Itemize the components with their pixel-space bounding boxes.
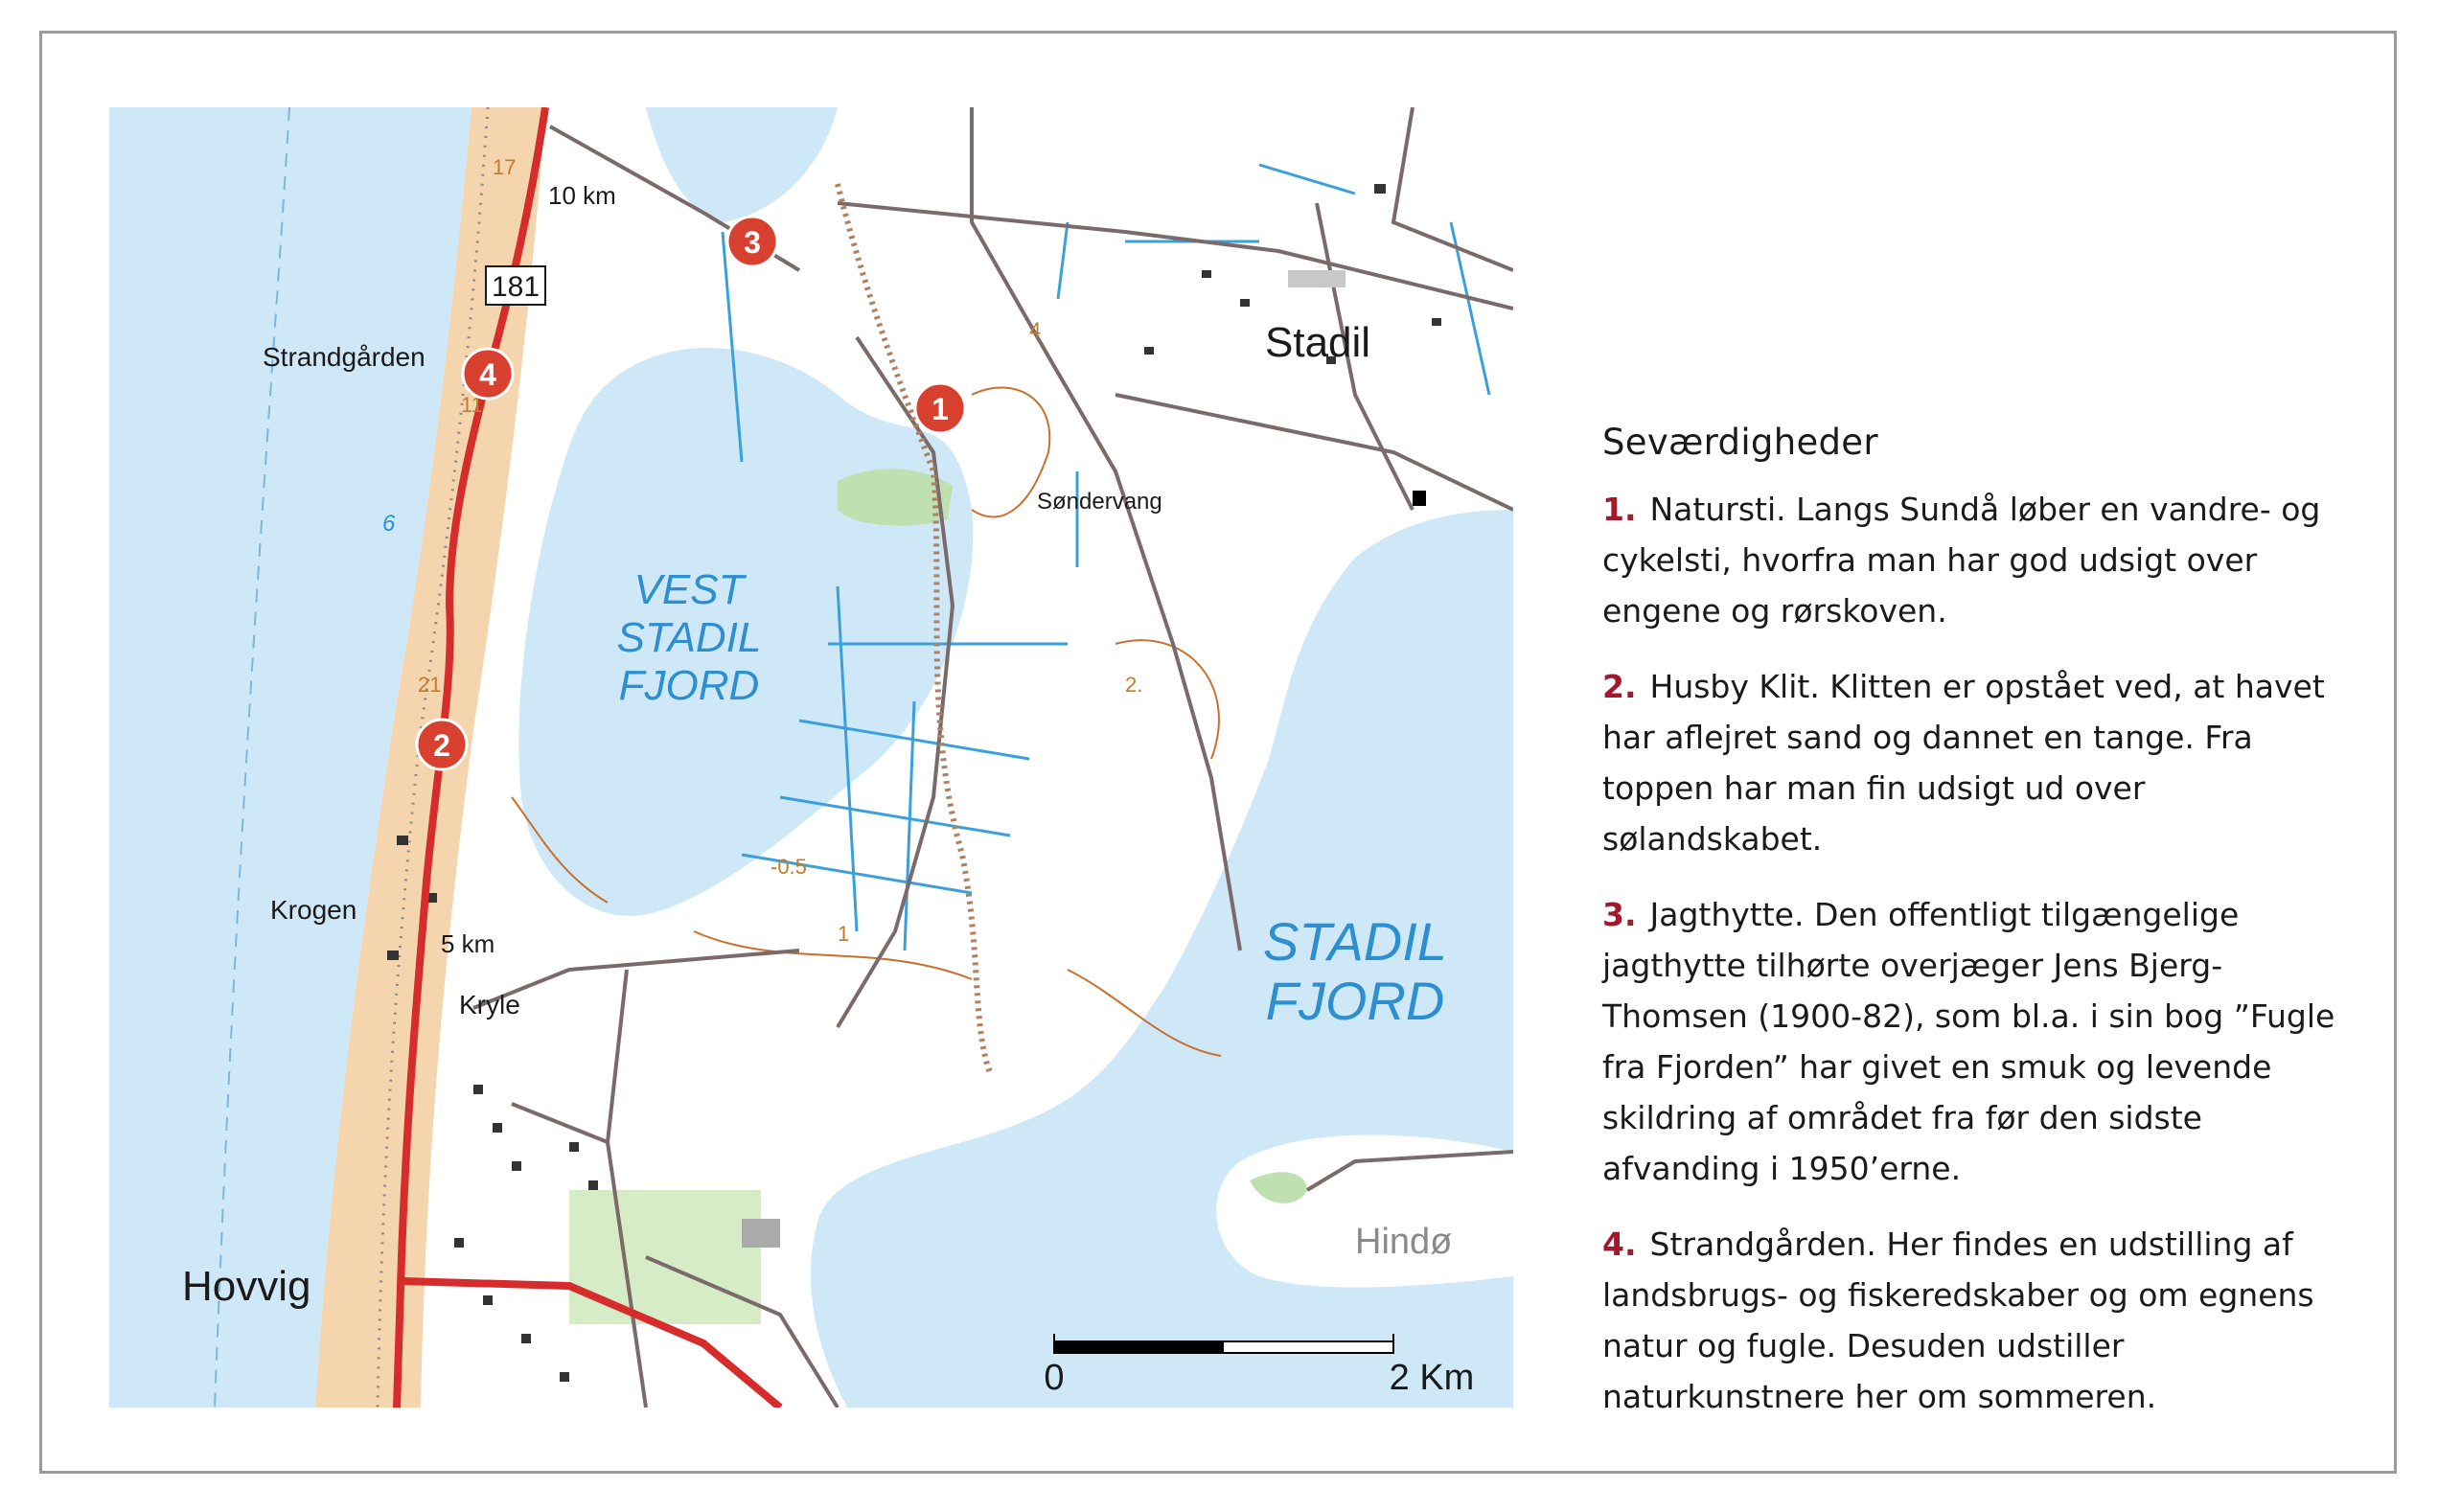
svg-text:3: 3	[744, 225, 761, 260]
svg-text:1: 1	[932, 392, 949, 426]
town-green	[569, 1190, 761, 1324]
sight-text: . Langs Sundå løber en vandre- og cykelsti, hvorfra man har god udsigt over engene og rørskoven.	[1602, 491, 2321, 630]
height-neg05: -0.5	[770, 855, 807, 879]
sight-number: 4.	[1602, 1226, 1637, 1263]
distance-10km: 10 km	[548, 181, 616, 210]
sight-text: . Den offentligt tilgængelige jagthytte tilhørte overjæger Jens Bjerg-Thomsen (1900-82), som bl.a. i sin bog ”Fugle fra Fjorden” har givet en smuk og levende skildring af området fra før den sidste afvanding i 1950’erne.	[1602, 896, 2335, 1187]
sight-title: Husby Klit	[1649, 668, 1810, 705]
height-11: 11	[461, 393, 483, 417]
lake-stadil-label-1: STADIL	[1263, 911, 1447, 972]
label-kryle: Kryle	[459, 990, 520, 1019]
sight-item-3	[1602, 889, 2359, 1194]
sight-number: 2.	[1602, 668, 1637, 705]
label-strandgaarden: Strandgården	[263, 342, 426, 372]
sea-depth-6: 6	[382, 511, 396, 537]
sight-text: . Her findes en udstilling af landsbrugs- og fiskeredskaber og om egnens natur og fugle. Desuden udstiller naturkunstnere her om sommeren.	[1602, 1226, 2314, 1415]
scale-start-label: 0	[1044, 1358, 1065, 1398]
sight-title: Natursti	[1649, 491, 1777, 528]
distance-5km: 5 km	[441, 929, 495, 958]
lake-vest-label-3: FJORD	[618, 662, 760, 709]
marker-1[interactable]	[915, 383, 965, 433]
marker-2[interactable]	[417, 720, 467, 769]
label-stadil: Stadil	[1265, 319, 1371, 366]
hindo-island	[1216, 1135, 1513, 1288]
label-hovvig: Hovvig	[182, 1263, 311, 1310]
svg-text:4: 4	[479, 357, 496, 392]
sight-item-4	[1602, 1219, 2359, 1422]
lake-vest-label-1: VEST	[633, 566, 745, 613]
road-number: 181	[491, 271, 540, 303]
height-2: 2.	[1125, 673, 1143, 697]
svg-text:2: 2	[433, 728, 450, 763]
lake-vest-label-2: STADIL	[616, 614, 762, 661]
sights-panel	[1602, 422, 2359, 1447]
sight-number: 1.	[1602, 491, 1637, 528]
label-krogen: Krogen	[270, 895, 357, 925]
sight-text: . Klitten er opstået ved, at havet har aflejret sand og dannet en tange. Fra toppen har man fin udsigt ud over sølandskabet.	[1602, 668, 2325, 858]
marker-4[interactable]	[463, 349, 513, 399]
map[interactable]	[109, 107, 1513, 1408]
sight-item-1	[1602, 484, 2359, 636]
height-21: 21	[418, 673, 442, 697]
marker-3[interactable]	[727, 217, 777, 266]
lake-stadil-label-2: FJORD	[1265, 971, 1445, 1031]
sight-title: Jagthytte	[1649, 896, 1794, 933]
scale-end-label: 2 Km	[1389, 1358, 1475, 1398]
height-17: 17	[493, 155, 517, 179]
height-1: 1	[838, 922, 850, 946]
sight-number: 3.	[1602, 896, 1637, 933]
height-4: 4	[1029, 318, 1042, 342]
sight-item-2	[1602, 661, 2359, 864]
sight-title: Strandgården	[1649, 1226, 1867, 1263]
label-sondervang: Søndervang	[1037, 489, 1162, 515]
label-hindo: Hindø	[1355, 1222, 1453, 1262]
panel-heading: Seværdigheder	[1602, 422, 1878, 463]
